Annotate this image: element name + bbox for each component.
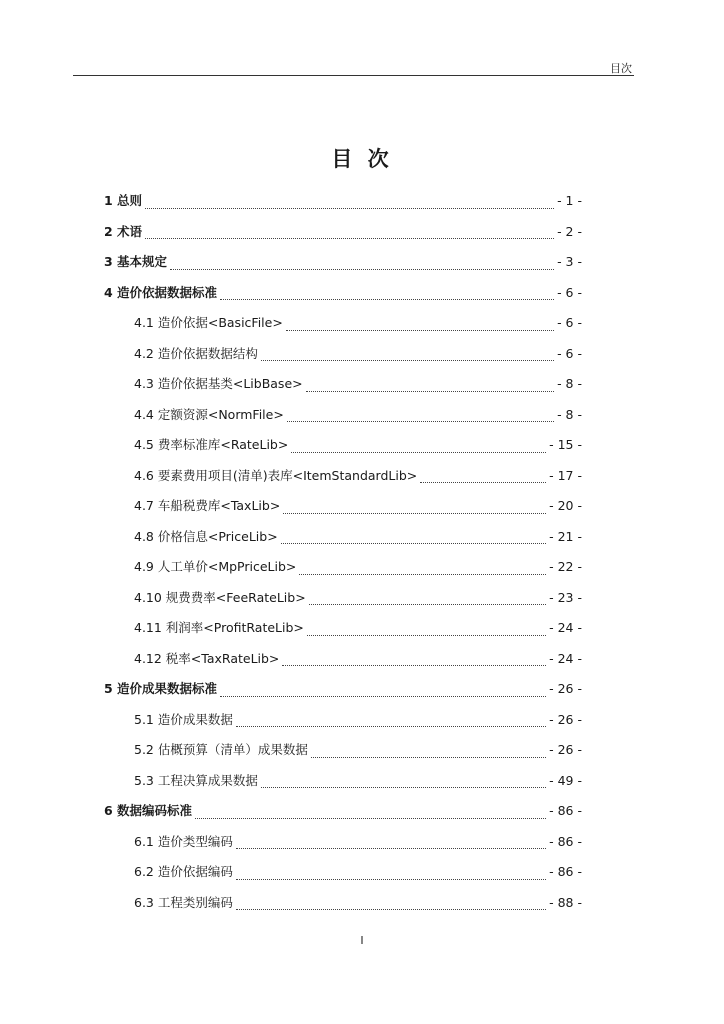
toc-entry-title: 6.2 造价依据编码 <box>134 864 233 879</box>
toc-entry-page: - 1 - <box>557 193 582 208</box>
toc-entry-title: 5.2 估概预算（清单）成果数据 <box>134 742 308 757</box>
toc-entry-title: 5 造价成果数据标准 <box>104 681 218 696</box>
dot-leader <box>261 359 554 361</box>
running-header: 目次 <box>610 62 632 75</box>
toc-entry-title: 5.3 工程决算成果数据 <box>134 772 258 788</box>
toc-entry-title: 1 总则 <box>104 193 143 208</box>
dot-leader <box>236 847 546 849</box>
header-rule <box>73 75 634 76</box>
toc-entry[interactable] <box>104 339 582 370</box>
toc-entry[interactable] <box>104 369 582 400</box>
toc-entry-title: 4.8 价格信息<PriceLib> <box>134 528 278 544</box>
toc-entry[interactable] <box>104 278 582 309</box>
dot-leader <box>283 512 546 514</box>
dot-leader <box>195 817 546 819</box>
toc-entry-title: 6.3 工程类别编码 <box>134 894 233 910</box>
dot-leader <box>307 634 546 636</box>
toc-entry-page: - 8 - <box>557 376 582 391</box>
dot-leader <box>170 268 554 270</box>
toc-entry-title: 4.1 造价依据<BasicFile> <box>134 315 283 330</box>
toc-entry-page: - 6 - <box>557 315 582 330</box>
toc-entry-title: 5.1 造价成果数据 <box>134 711 233 727</box>
toc-entry[interactable] <box>104 430 582 461</box>
dot-leader <box>281 542 546 544</box>
toc-entry-title: 4.3 造价依据基类<LibBase> <box>134 376 303 391</box>
dot-leader <box>236 878 546 880</box>
toc-entry-page: - 21 - <box>549 528 582 544</box>
toc-entry-title: 4.7 车船税费库<TaxLib> <box>134 498 281 513</box>
toc-entry[interactable] <box>104 735 582 766</box>
toc-entry-page: - 17 - <box>549 467 582 483</box>
toc-entry-page: - 86 - <box>549 833 582 849</box>
toc-entry-page: - 86 - <box>549 803 582 818</box>
toc-entry[interactable] <box>104 308 582 339</box>
table-of-contents <box>104 186 582 918</box>
dot-leader <box>220 298 554 300</box>
dot-leader <box>311 756 546 758</box>
toc-entry-title: 4.12 税率<TaxRateLib> <box>134 650 280 666</box>
page-number: I <box>360 934 364 947</box>
toc-entry-page: - 26 - <box>549 711 582 727</box>
toc-entry-title: 4.11 利润率<ProfitRateLib> <box>134 620 304 635</box>
toc-entry-title: 2 术语 <box>104 223 143 239</box>
dot-leader <box>420 481 546 483</box>
toc-entry[interactable] <box>104 705 582 736</box>
toc-entry[interactable] <box>104 613 582 644</box>
toc-entry-page: - 88 - <box>549 894 582 910</box>
dot-leader <box>220 695 546 697</box>
toc-entry-page: - 23 - <box>549 589 582 605</box>
toc-entry-title: 6.1 造价类型编码 <box>134 833 233 849</box>
dot-leader <box>145 237 554 239</box>
dot-leader <box>236 908 546 910</box>
dot-leader <box>236 725 546 727</box>
toc-entry[interactable] <box>104 491 582 522</box>
toc-entry-title: 3 基本规定 <box>104 254 168 269</box>
toc-entry-page: - 24 - <box>549 620 582 635</box>
toc-entry[interactable] <box>104 796 582 827</box>
toc-entry-page: - 2 - <box>557 223 582 239</box>
toc-entry[interactable] <box>104 400 582 431</box>
toc-entry[interactable] <box>104 217 582 248</box>
toc-entry-title: 4.9 人工单价<MpPriceLib> <box>134 559 297 574</box>
toc-entry[interactable] <box>104 888 582 919</box>
toc-entry-title: 4.5 费率标准库<RateLib> <box>134 437 289 452</box>
toc-entry-page: - 6 - <box>557 284 582 300</box>
dot-leader <box>287 420 554 422</box>
toc-entry[interactable] <box>104 247 582 278</box>
dot-leader <box>309 603 546 605</box>
toc-entry-page: - 49 - <box>549 772 582 788</box>
toc-entry-page: - 20 - <box>549 498 582 513</box>
toc-entry-title: 4.4 定额资源<NormFile> <box>134 406 284 422</box>
dot-leader <box>286 329 554 331</box>
page-title: 目 次 <box>331 147 393 171</box>
toc-entry[interactable] <box>104 583 582 614</box>
toc-entry-page: - 22 - <box>549 559 582 574</box>
toc-entry-page: - 3 - <box>557 254 582 269</box>
toc-entry[interactable] <box>104 461 582 492</box>
toc-entry-title: 6 数据编码标准 <box>104 803 193 818</box>
toc-entry-page: - 6 - <box>557 345 582 361</box>
toc-entry-title: 4.2 造价依据数据结构 <box>134 345 258 361</box>
toc-entry[interactable] <box>104 552 582 583</box>
dot-leader <box>306 390 554 392</box>
toc-entry-page: - 8 - <box>557 406 582 422</box>
toc-entry-title: 4.10 规费费率<FeeRateLib> <box>134 589 306 605</box>
toc-entry[interactable] <box>104 674 582 705</box>
toc-entry[interactable] <box>104 186 582 217</box>
toc-entry-title: 4.6 要素费用项目(清单)表库<ItemStandardLib> <box>134 467 418 483</box>
dot-leader <box>145 207 554 209</box>
toc-entry[interactable] <box>104 644 582 675</box>
toc-entry-page: - 26 - <box>549 681 582 696</box>
dot-leader <box>282 664 546 666</box>
toc-entry-page: - 24 - <box>549 650 582 666</box>
dot-leader <box>291 451 546 453</box>
toc-entry[interactable] <box>104 857 582 888</box>
dot-leader <box>299 573 546 575</box>
toc-entry[interactable] <box>104 522 582 553</box>
toc-entry-page: - 86 - <box>549 864 582 879</box>
toc-entry-page: - 15 - <box>549 437 582 452</box>
toc-entry-page: - 26 - <box>549 742 582 757</box>
dot-leader <box>261 786 546 788</box>
toc-entry-title: 4 造价依据数据标准 <box>104 284 218 300</box>
toc-entry[interactable] <box>104 766 582 797</box>
toc-entry[interactable] <box>104 827 582 858</box>
